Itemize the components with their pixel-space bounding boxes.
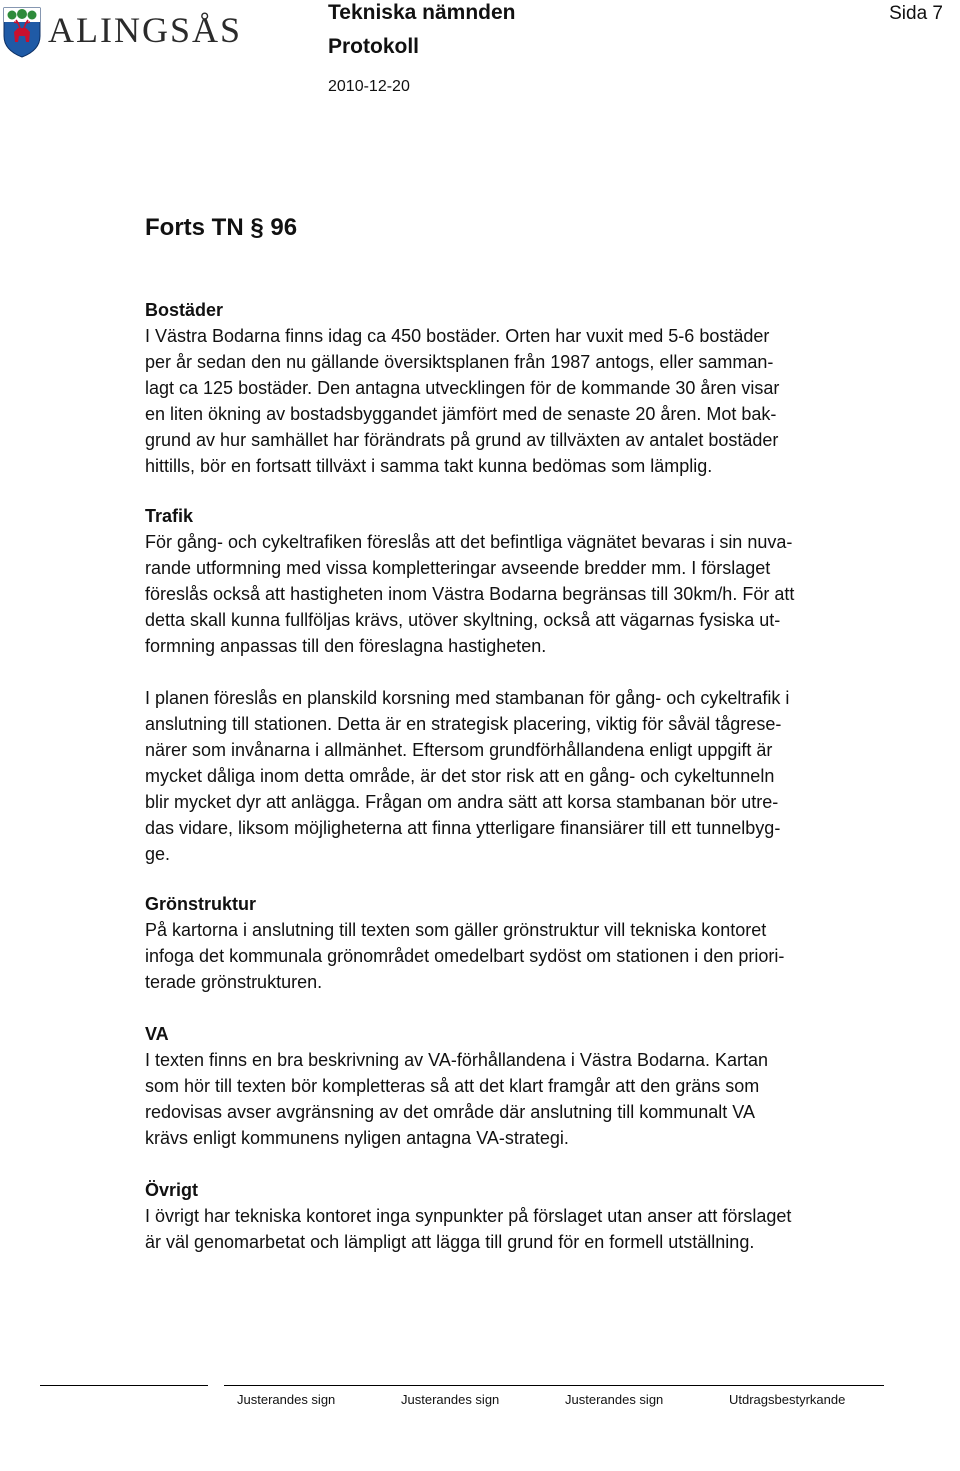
text-line: ge.	[145, 844, 171, 864]
logo-wordmark: ALINGSÅS	[48, 10, 243, 50]
section	[145, 1177, 885, 1255]
footer-divider	[716, 1385, 884, 1386]
document-type: Protokoll	[328, 35, 420, 58]
paragraph	[145, 917, 885, 995]
text-line: en liten ökning av bostadsbyggandet jämfört med de senaste 20 åren. Mot bak-	[145, 404, 777, 424]
paragraph	[145, 529, 885, 659]
paragraph	[145, 1203, 885, 1255]
certified-extract-label: Utdragsbestyrkande	[729, 1392, 846, 1407]
paragraph	[145, 685, 885, 867]
footer-divider	[552, 1385, 716, 1386]
section-heading: VA	[145, 1024, 169, 1044]
text-line: mycket dåliga inom detta område, är det stor risk att en gång- och cykeltunneln	[145, 766, 775, 786]
text-line: rande utformning med vissa kompletteringar avseende bredder mm. I förslaget	[145, 558, 771, 578]
text-line: I texten finns en bra beskrivning av VA-förhållandena i Västra Bodarna. Kartan	[145, 1050, 769, 1070]
text-line: grund av hur samhället har förändrats på grund av tillväxten av antalet bostäder	[145, 430, 779, 450]
text-line: För gång- och cykeltrafiken föreslås att det befintliga vägnätet bevaras i sin nuva-	[145, 532, 793, 552]
text-line: infoga det kommunala grönområdet omedelbart sydöst om stationen i den priori-	[145, 946, 785, 966]
section-heading: Bostäder	[145, 300, 224, 320]
text-line: lagt ca 125 bostäder. Den antagna utvecklingen för de kommande 30 åren visar	[145, 378, 780, 398]
text-line: närer som invånarna i allmänhet. Eftersom grundförhållandena enligt uppgift är	[145, 740, 773, 760]
footer-divider	[40, 1385, 208, 1386]
section	[145, 297, 885, 479]
section-heading: Övrigt	[145, 1180, 199, 1200]
text-line: som hör till texten bör kompletteras så att det klart framgår att den gräns som	[145, 1076, 760, 1096]
municipality-logo	[2, 6, 257, 58]
paragraph	[145, 323, 885, 479]
text-line: hittills, bör en fortsatt tillväxt i samma takt kunna bedömas som lämplig.	[145, 456, 713, 476]
text-line: das vidare, liksom möjligheterna att finna ytterligare finansiärer till ett tunnelbyg-	[145, 818, 781, 838]
paragraph	[145, 1047, 885, 1151]
text-line: formning anpassas till den föreslagna hastigheten.	[145, 636, 547, 656]
text-line: På kartorna i anslutning till texten som gäller grönstruktur vill tekniska kontoret	[145, 920, 767, 940]
text-line: är väl genomarbetat och lämpligt att lägga till grund för en formell utställning.	[145, 1232, 755, 1252]
signature-label: Justerandes sign	[565, 1392, 664, 1407]
section-heading: Trafik	[145, 506, 194, 526]
text-line: I planen föreslås en planskild korsning med stambanan för gång- och cykeltrafik i	[145, 688, 790, 708]
section	[145, 891, 885, 995]
footer-divider	[388, 1385, 552, 1386]
footer-divider	[224, 1385, 388, 1386]
text-line: föreslås också att hastigheten inom Västra Bodarna begränsas till 30km/h. För att	[145, 584, 795, 604]
section	[145, 1021, 885, 1151]
text-line: blir mycket dyr att anlägga. Frågan om andra sätt att korsa stambanan bör utre-	[145, 792, 779, 812]
page-number: Sida 7	[889, 3, 943, 24]
page-title: Forts TN § 96	[145, 214, 298, 241]
text-line: krävs enligt kommunens nyligen antagna VA-strategi.	[145, 1128, 569, 1148]
text-line: anslutning till stationen. Detta är en strategisk placering, viktig för såväl tågrese-	[145, 714, 782, 734]
organization-name: Tekniska nämnden	[328, 1, 516, 24]
signature-label: Justerandes sign	[237, 1392, 336, 1407]
section	[145, 503, 885, 867]
signature-label: Justerandes sign	[401, 1392, 500, 1407]
meeting-date: 2010-12-20	[328, 78, 410, 95]
text-line: I Västra Bodarna finns idag ca 450 bostäder. Orten har vuxit med 5-6 bostäder	[145, 326, 770, 346]
text-line: detta skall kunna fullföljas krävs, utöver skyltning, också att vägarnas fysiska ut-	[145, 610, 781, 630]
coat-of-arms-icon	[2, 6, 42, 58]
text-line: redovisas avser avgränsning av det område där anslutning till kommunalt VA	[145, 1102, 755, 1122]
text-line: I övrigt har tekniska kontoret inga synpunkter på förslaget utan anser att förslaget	[145, 1206, 792, 1226]
section-heading: Grönstruktur	[145, 894, 257, 914]
text-line: terade grönstrukturen.	[145, 972, 323, 992]
text-line: per år sedan den nu gällande översiktsplanen från 1987 antogs, eller samman-	[145, 352, 774, 372]
